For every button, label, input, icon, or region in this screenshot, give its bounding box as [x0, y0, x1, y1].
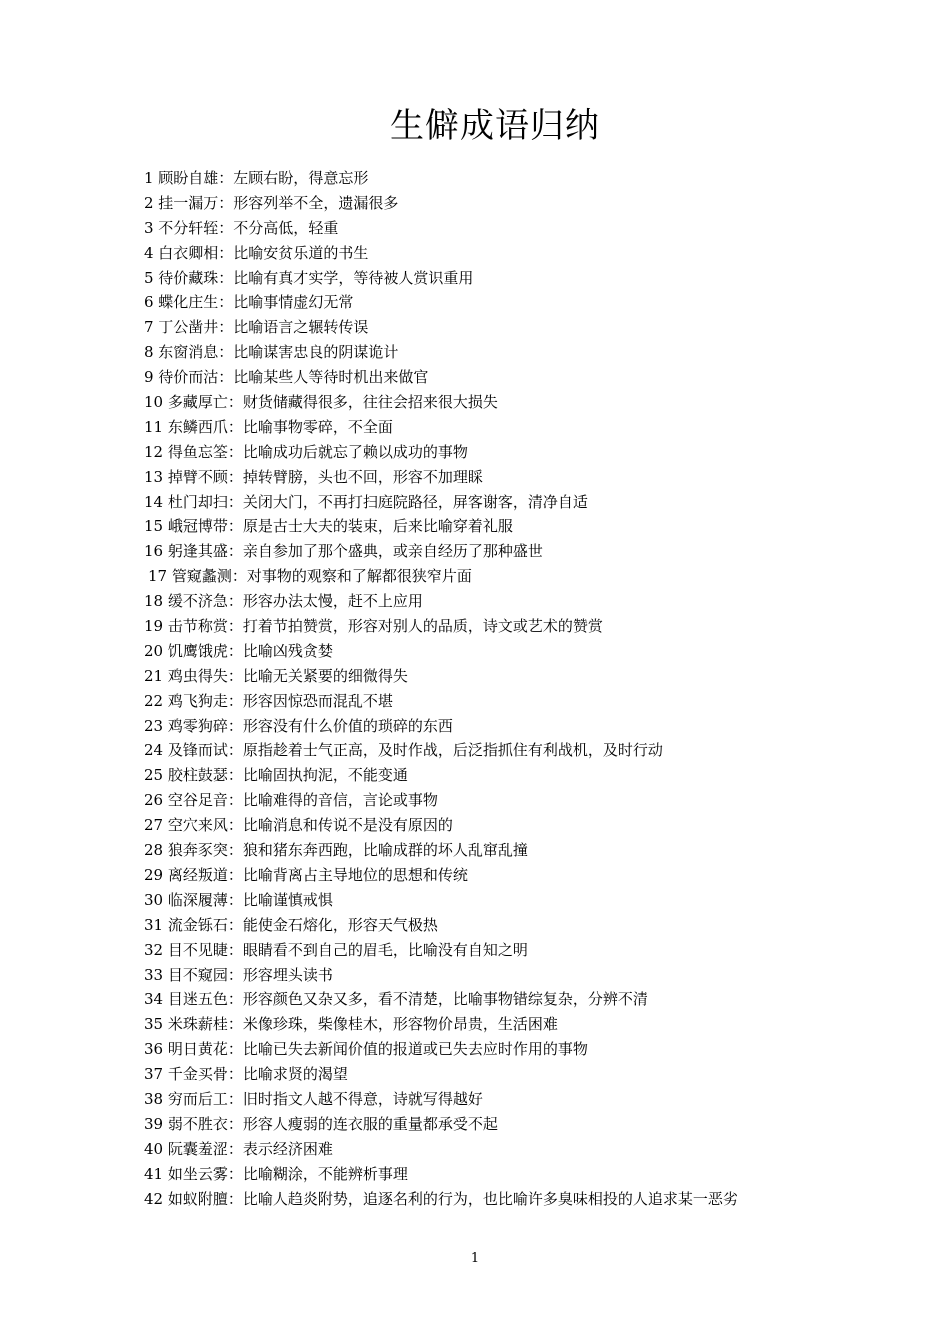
idiom-entry: 37 千金买骨：比喻求贤的渴望	[144, 1065, 348, 1084]
idiom-entry: 40 阮囊羞涩：表示经济困难	[144, 1139, 333, 1158]
idiom-entry: 38 穷而后工：旧时指文人越不得意，诗就写得越好	[144, 1089, 483, 1108]
idiom-entry: 34 目迷五色：形容颜色又杂又多，看不清楚，比喻事物错综复杂，分辨不清	[144, 990, 648, 1009]
idiom-entry: 33 目不窥园：形容埋头读书	[144, 965, 333, 984]
document-title: 生僻成语归纳	[390, 106, 600, 146]
idiom-entry: 2 挂一漏万：形容列举不全，遗漏很多	[144, 193, 399, 212]
idiom-entry: 36 明日黄花：比喻已失去新闻价值的报道或已失去应时作用的事物	[144, 1040, 588, 1059]
idiom-entry: 7 丁公凿井：比喻语言之辗转传误	[144, 318, 369, 337]
idiom-entry: 28 狼奔豕突：狼和猪东奔西跑，比喻成群的坏人乱窜乱撞	[144, 841, 528, 860]
idiom-entry: 22 鸡飞狗走：形容因惊恐而混乱不堪	[144, 691, 393, 710]
idiom-entry: 15 峨冠博带：原是古士大夫的装束，后来比喻穿着礼服	[144, 517, 513, 536]
idiom-entry: 10 多藏厚亡：财货储藏得很多，往往会招来很大损失	[144, 393, 498, 412]
idiom-entry: 27 空穴来风：比喻消息和传说不是没有原因的	[144, 816, 453, 835]
idiom-entry: 14 杜门却扫：关闭大门，不再打扫庭院路径，屏客谢客，清净自适	[144, 492, 588, 511]
idiom-entry: 8 东窗消息：比喻谋害忠良的阴谋诡计	[144, 343, 399, 362]
idiom-entry: 26 空谷足音：比喻难得的音信，言论或事物	[144, 791, 438, 810]
idiom-entry: 24 及锋而试：原指趁着士气正高，及时作战，后泛指抓住有利战机，及时行动	[144, 741, 663, 760]
idiom-entry: 41 如坐云雾：比喻糊涂，不能辨析事理	[144, 1164, 408, 1183]
idiom-entry: 6 蝶化庄生：比喻事情虚幻无常	[144, 293, 354, 312]
idiom-list	[144, 166, 738, 1211]
idiom-entry: 23 鸡零狗碎：形容没有什么价值的琐碎的东西	[144, 716, 453, 735]
idiom-entry: 4 白衣卿相：比喻安贫乐道的书生	[144, 243, 369, 262]
idiom-entry: 42 如蚁附膻：比喻人趋炎附势，追逐名利的行为，也比喻许多臭味相投的人追求某一恶劣	[144, 1189, 738, 1208]
idiom-entry: 5 待价藏珠：比喻有真才实学，等待被人赏识重用	[144, 268, 474, 287]
idiom-entry: 13 掉臂不顾：掉转臂膀，头也不回，形容不加理睬	[144, 467, 483, 486]
idiom-entry: 16 躬逢其盛：亲自参加了那个盛典，或亲自经历了那种盛世	[144, 542, 543, 561]
idiom-entry: 17 管窥蠡测：对事物的观察和了解都很狭窄片面	[148, 567, 472, 586]
idiom-entry: 20 饥鹰饿虎：比喻凶残贪婪	[144, 641, 333, 660]
idiom-entry: 9 待价而沽：比喻某些人等待时机出来做官	[144, 368, 429, 387]
page-number: 1	[470, 1251, 480, 1266]
idiom-entry: 35 米珠薪桂：米像珍珠，柴像桂木，形容物价昂贵，生活困难	[144, 1015, 558, 1034]
idiom-entry: 30 临深履薄：比喻谨慎戒惧	[144, 890, 333, 909]
idiom-entry: 25 胶柱鼓瑟：比喻固执拘泥，不能变通	[144, 766, 408, 785]
idiom-entry: 3 不分轩轾：不分高低，轻重	[144, 218, 339, 237]
idiom-entry: 18 缓不济急：形容办法太慢，赶不上应用	[144, 592, 423, 611]
idiom-entry: 21 鸡虫得失：比喻无关紧要的细微得失	[144, 666, 408, 685]
idiom-entry: 11 东鳞西爪：比喻事物零碎，不全面	[144, 417, 393, 436]
idiom-entry: 19 击节称赏：打着节拍赞赏，形容对别人的品质，诗文或艺术的赞赏	[144, 617, 603, 636]
idiom-entry: 31 流金铄石：能使金石熔化，形容天气极热	[144, 915, 438, 934]
idiom-entry: 32 目不见睫：眼睛看不到自己的眉毛，比喻没有自知之明	[144, 940, 528, 959]
idiom-entry: 39 弱不胜衣：形容人瘦弱的连衣服的重量都承受不起	[144, 1114, 498, 1133]
idiom-entry: 29 离经叛道：比喻背离占主导地位的思想和传统	[144, 865, 468, 884]
idiom-entry: 1 顾盼自雄：左顾右盼，得意忘形	[144, 169, 369, 187]
idiom-entry: 12 得鱼忘筌：比喻成功后就忘了赖以成功的事物	[144, 442, 468, 461]
